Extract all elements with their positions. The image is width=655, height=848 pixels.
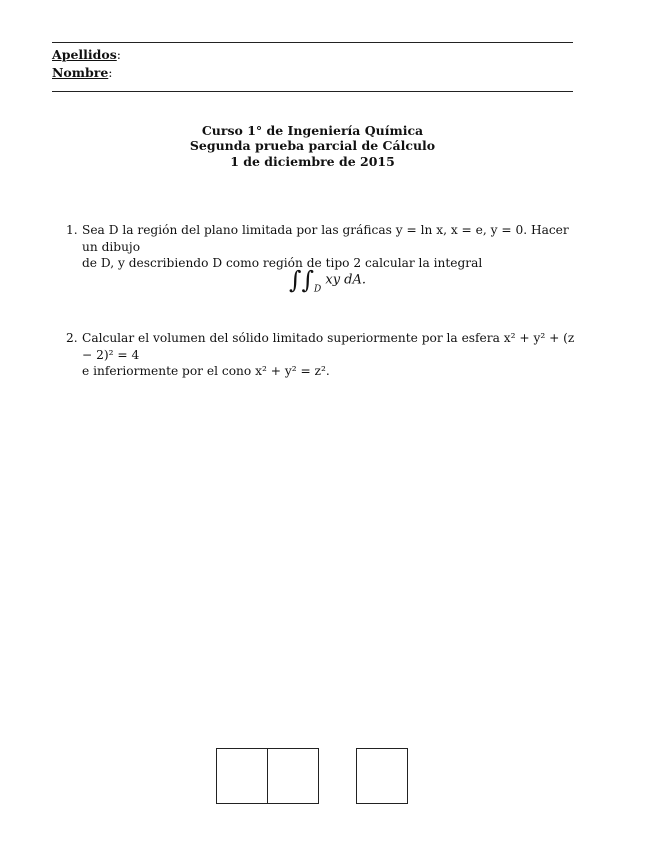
problem-2-line-2: e inferiormente por el cono x² + y² = z². bbox=[82, 364, 330, 378]
name-colon: : bbox=[108, 65, 113, 80]
title-date: 1 de diciembre de 2015 bbox=[230, 154, 395, 169]
top-rule bbox=[52, 42, 573, 43]
problem-2-line-1: Calcular el volumen del sólido limitado superiormente por la esfera x² + y² + (z − 2)² = 4 bbox=[82, 331, 575, 362]
name-label: Nombre bbox=[52, 65, 109, 80]
grade-box-2 bbox=[267, 748, 319, 804]
surname-field bbox=[52, 47, 121, 63]
integrand: xy dA. bbox=[325, 272, 367, 288]
surname-label: Apellidos bbox=[52, 47, 117, 62]
title-exam: Segunda prueba parcial de Cálculo bbox=[189, 138, 436, 153]
name-field bbox=[52, 65, 113, 81]
integral-region: D bbox=[314, 284, 322, 295]
grade-box-1 bbox=[216, 748, 268, 804]
problem-2-number: 2. bbox=[66, 331, 78, 345]
problem-1-line-2: de D, y describiendo D como región de tipo 2 calcular la integral bbox=[82, 256, 483, 270]
problem-1-number: 1. bbox=[66, 223, 78, 237]
title-course: Curso 1° de Ingeniería Química bbox=[201, 123, 424, 138]
problem-1-line-1: Sea D la región del plano limitada por las gráficas y = ln x, x = e, y = 0. Hacer un dibujo bbox=[82, 223, 569, 254]
double-integral-sign: ∫∫ bbox=[288, 266, 314, 294]
double-integral bbox=[0, 266, 655, 295]
grade-box-total bbox=[356, 748, 408, 804]
surname-colon: : bbox=[116, 47, 121, 62]
header-bottom-rule bbox=[52, 91, 573, 92]
